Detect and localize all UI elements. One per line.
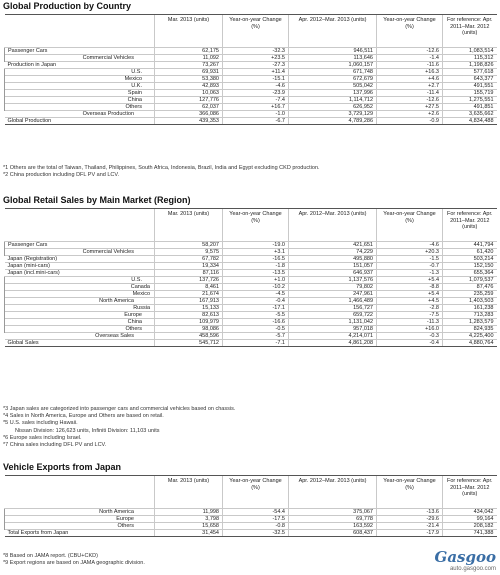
table-cell: -4.6 — [223, 83, 289, 90]
table-cell: -21.4 — [377, 523, 443, 530]
table-cell: 1,060,157 — [289, 62, 377, 69]
table-cell: 113,646 — [289, 55, 377, 62]
row-label: Mexico — [5, 76, 155, 83]
exports-section-title: Vehicle Exports from Japan — [3, 462, 122, 472]
column-header: For reference: Apr. 2011–Mar. 2012 (units) — [443, 15, 497, 48]
table-cell: 11,998 — [155, 509, 223, 516]
column-header: Year-on-year Change (%) — [223, 15, 289, 48]
table-cell: 73,267 — [155, 62, 223, 69]
table-cell: 98,086 — [155, 326, 223, 333]
table-cell: 15,133 — [155, 305, 223, 312]
table-cell: 3,798 — [155, 516, 223, 523]
table-cell: -11.6 — [377, 62, 443, 69]
table-cell: -27.3 — [223, 62, 289, 69]
table-cell: -0.3 — [377, 333, 443, 340]
table-cell: 167,913 — [155, 298, 223, 305]
table-cell: 137,726 — [155, 277, 223, 284]
table-row — [5, 48, 497, 55]
table-cell: 1,083,514 — [443, 48, 497, 55]
column-header: Apr. 2012–Mar. 2013 (units) — [289, 15, 377, 48]
footnote: *3 Japan sales are categorized into passenger cars and commercial vehicles based on chassis. — [3, 406, 236, 412]
table-row — [5, 340, 497, 347]
table-cell: +5.4 — [377, 277, 443, 284]
table-cell: -0.4 — [223, 298, 289, 305]
table-cell: -7.4 — [223, 97, 289, 104]
column-header: Year-on-year Change (%) — [223, 209, 289, 242]
production-table — [4, 14, 497, 125]
table-cell: +27.5 — [377, 104, 443, 111]
table-row — [5, 291, 497, 298]
table-cell: -6.7 — [223, 118, 289, 125]
gasgoo-url: auto.gasgoo.com — [449, 566, 496, 572]
table-cell: 957,018 — [289, 326, 377, 333]
table-cell: 161,238 — [443, 305, 497, 312]
table-cell: +16.7 — [223, 104, 289, 111]
table-row — [5, 55, 497, 62]
table-row — [5, 76, 497, 83]
table-cell: -4.6 — [377, 242, 443, 249]
production-section-title: Global Production by Country — [3, 1, 131, 11]
table-cell: 4,880,764 — [443, 340, 497, 347]
table-cell: -19.0 — [223, 242, 289, 249]
row-label: Mexico — [5, 291, 155, 298]
table-cell: 235,259 — [443, 291, 497, 298]
footnote: *2 China production including DFL PV and LCV. — [3, 172, 120, 179]
table-cell: 441,794 — [443, 242, 497, 249]
table-row — [5, 270, 497, 277]
table-cell: 19,334 — [155, 263, 223, 270]
table-cell: 1,131,042 — [289, 319, 377, 326]
column-header: For reference: Apr. 2011–Mar. 2012 (units) — [443, 476, 497, 509]
table-cell: 9,575 — [155, 249, 223, 256]
table-cell: 439,353 — [155, 118, 223, 125]
table-cell: 155,719 — [443, 90, 497, 97]
table-cell: 434,042 — [443, 509, 497, 516]
table-cell: -4.5 — [223, 291, 289, 298]
table-cell: 672,679 — [289, 76, 377, 83]
footnote: *1 Others are the total of Taiwan, Thailand, Philippines, South Africa, Indonesia, Brazil, India and Egypt excluding CKD production. — [3, 165, 320, 171]
row-label: Production in Japan — [5, 62, 155, 69]
row-label: Spain — [5, 90, 155, 97]
table-row — [5, 312, 497, 319]
table-row — [5, 305, 497, 312]
table-cell: 626,952 — [289, 104, 377, 111]
table-cell: -8.8 — [377, 284, 443, 291]
row-label: Overseas Sales — [5, 333, 155, 340]
column-header: Mar. 2013 (units) — [155, 476, 223, 509]
table-cell: 741,388 — [443, 530, 497, 537]
column-header: Mar. 2013 (units) — [155, 209, 223, 242]
row-label: Europe — [5, 312, 155, 319]
table-row — [5, 333, 497, 340]
table-cell: -7.5 — [377, 312, 443, 319]
table-cell: 1,114,712 — [289, 97, 377, 104]
table-cell: +23.5 — [223, 55, 289, 62]
table-cell: 713,283 — [443, 312, 497, 319]
row-label: U.K. — [5, 83, 155, 90]
row-label: North America — [5, 509, 155, 516]
table-cell: +3.1 — [223, 249, 289, 256]
table-row — [5, 118, 497, 125]
table-cell: -17.5 — [223, 516, 289, 523]
table-cell: +4.5 — [377, 298, 443, 305]
table-cell: -1.5 — [377, 256, 443, 263]
table-cell: -12.6 — [377, 97, 443, 104]
table-cell: 61,420 — [443, 249, 497, 256]
table-header-row — [5, 209, 497, 242]
table-cell: 74,229 — [289, 249, 377, 256]
table-cell: -12.6 — [377, 48, 443, 55]
row-label: Canada — [5, 284, 155, 291]
table-cell: 151,057 — [289, 263, 377, 270]
exports-table — [4, 475, 497, 537]
table-cell: 11,092 — [155, 55, 223, 62]
retail-section-title: Global Retail Sales by Main Market (Region) — [3, 195, 191, 205]
table-row — [5, 256, 497, 263]
table-cell: 69,778 — [289, 516, 377, 523]
table-cell: 115,312 — [443, 55, 497, 62]
table-cell: -0.5 — [223, 326, 289, 333]
table-row — [5, 62, 497, 69]
table-row — [5, 242, 497, 249]
table-cell: 505,042 — [289, 83, 377, 90]
table-cell: 366,086 — [155, 111, 223, 118]
column-header: Year-on-year Change (%) — [377, 209, 443, 242]
footnote: Nissan Division: 126,623 units, Infiniti Division: 11,103 units — [15, 427, 160, 434]
row-label: Passenger Cars — [5, 242, 155, 249]
table-cell: -16.5 — [223, 256, 289, 263]
column-header: Apr. 2012–Mar. 2013 (units) — [289, 476, 377, 509]
table-cell: 375,067 — [289, 509, 377, 516]
table-cell: 1,079,537 — [443, 277, 497, 284]
row-label: China — [5, 319, 155, 326]
table-cell: 495,880 — [289, 256, 377, 263]
table-cell: 109,979 — [155, 319, 223, 326]
row-label: Commercial Vehicles — [5, 249, 155, 256]
table-cell: -10.2 — [223, 284, 289, 291]
table-cell: 8,461 — [155, 284, 223, 291]
table-cell: 3,635,662 — [443, 111, 497, 118]
column-header: Year-on-year Change (%) — [377, 476, 443, 509]
table-cell: 62,037 — [155, 104, 223, 111]
table-row — [5, 83, 497, 90]
table-row — [5, 111, 497, 118]
table-row — [5, 90, 497, 97]
table-cell: 31,454 — [155, 530, 223, 537]
table-cell: 4,861,208 — [289, 340, 377, 347]
table-cell: 491,851 — [443, 104, 497, 111]
table-cell: -17.1 — [223, 305, 289, 312]
gasgoo-logo: Gasgoo — [434, 548, 496, 566]
table-row — [5, 97, 497, 104]
table-cell: 10,063 — [155, 90, 223, 97]
production-notes — [3, 165, 320, 179]
table-cell: 99,164 — [443, 516, 497, 523]
footnote: *5 U.S. sales including Hawaii. — [3, 420, 78, 427]
table-cell: 1,198,826 — [443, 62, 497, 69]
table-cell: 4,789,286 — [289, 118, 377, 125]
table-cell: +16.0 — [377, 326, 443, 333]
row-label: Others — [5, 104, 155, 111]
row-label: U.S. — [5, 69, 155, 76]
table-cell: 1,466,489 — [289, 298, 377, 305]
table-cell: -2.8 — [377, 305, 443, 312]
table-row — [5, 509, 497, 516]
table-row — [5, 530, 497, 537]
table-row — [5, 326, 497, 333]
table-cell: 503,214 — [443, 256, 497, 263]
table-cell: +11.4 — [223, 69, 289, 76]
table-cell: -0.7 — [377, 263, 443, 270]
table-cell: 458,596 — [155, 333, 223, 340]
table-cell: -11.4 — [377, 90, 443, 97]
column-header: Year-on-year Change (%) — [223, 476, 289, 509]
row-label: China — [5, 97, 155, 104]
table-cell: -32.3 — [223, 48, 289, 55]
footnote: *8 Based on JAMA report. (CBU+CKD) — [3, 553, 98, 559]
row-label: Global Sales — [5, 340, 155, 347]
table-cell: 1,403,503 — [443, 298, 497, 305]
table-row — [5, 69, 497, 76]
table-cell: -23.9 — [223, 90, 289, 97]
table-cell: 608,437 — [289, 530, 377, 537]
retail-notes — [3, 406, 235, 449]
table-row — [5, 298, 497, 305]
table-cell: 127,776 — [155, 97, 223, 104]
table-cell: 247,961 — [289, 291, 377, 298]
row-label: Japan (mini-cars) — [5, 263, 155, 270]
column-header: Apr. 2012–Mar. 2013 (units) — [289, 209, 377, 242]
table-cell: 491,551 — [443, 83, 497, 90]
table-cell: +20.3 — [377, 249, 443, 256]
row-label: Japan (Registration) — [5, 256, 155, 263]
row-label: Overseas Production — [5, 111, 155, 118]
table-cell: 1,275,551 — [443, 97, 497, 104]
table-cell: -13.5 — [223, 270, 289, 277]
table-cell: 577,618 — [443, 69, 497, 76]
table-cell: 208,182 — [443, 523, 497, 530]
table-cell: +2.7 — [377, 83, 443, 90]
table-row — [5, 319, 497, 326]
table-cell: 4,214,071 — [289, 333, 377, 340]
table-cell: -17.9 — [377, 530, 443, 537]
table-cell: 4,834,488 — [443, 118, 497, 125]
table-cell: 671,748 — [289, 69, 377, 76]
footnote: *4 Sales in North America, Europe and Others are based on retail. — [3, 413, 164, 420]
table-cell: +4.6 — [377, 76, 443, 83]
row-label: North America — [5, 298, 155, 305]
table-cell: -1.4 — [377, 55, 443, 62]
column-header: For reference: Apr. 2011–Mar. 2012 (units) — [443, 209, 497, 242]
table-cell: 69,931 — [155, 69, 223, 76]
table-cell: -1.0 — [223, 111, 289, 118]
gasgoo-watermark — [435, 548, 496, 572]
row-label: Others — [5, 523, 155, 530]
header-blank-cell — [5, 476, 155, 509]
table-cell: -32.5 — [223, 530, 289, 537]
table-cell: -1.3 — [377, 270, 443, 277]
table-cell: -5.5 — [223, 312, 289, 319]
table-cell: 3,729,129 — [289, 111, 377, 118]
table-cell: 163,592 — [289, 523, 377, 530]
exports-notes — [3, 553, 145, 567]
table-cell: +5.4 — [377, 291, 443, 298]
table-cell: 659,722 — [289, 312, 377, 319]
table-cell: 646,937 — [289, 270, 377, 277]
table-header-row — [5, 15, 497, 48]
table-cell: -0.4 — [377, 340, 443, 347]
table-cell: 643,377 — [443, 76, 497, 83]
table-cell: 946,511 — [289, 48, 377, 55]
table-header-row — [5, 476, 497, 509]
table-cell: 58,207 — [155, 242, 223, 249]
footnote: *6 Europe sales including Israel. — [3, 434, 82, 441]
table-cell: -29.6 — [377, 516, 443, 523]
table-cell: +16.3 — [377, 69, 443, 76]
table-cell: 87,476 — [443, 284, 497, 291]
table-cell: 545,712 — [155, 340, 223, 347]
table-cell: 79,802 — [289, 284, 377, 291]
table-cell: 82,613 — [155, 312, 223, 319]
table-row — [5, 523, 497, 530]
table-cell: 15,658 — [155, 523, 223, 530]
table-cell: -7.1 — [223, 340, 289, 347]
row-label: Global Production — [5, 118, 155, 125]
table-cell: 137,996 — [289, 90, 377, 97]
table-cell: -16.6 — [223, 319, 289, 326]
row-label: Total Exports from Japan — [5, 530, 155, 537]
footnote: *7 China sales including DFL PV and LCV. — [3, 442, 107, 449]
table-cell: 67,782 — [155, 256, 223, 263]
table-cell: 4,225,400 — [443, 333, 497, 340]
table-cell: +2.6 — [377, 111, 443, 118]
table-row — [5, 263, 497, 270]
table-cell: 53,380 — [155, 76, 223, 83]
column-header: Mar. 2013 (units) — [155, 15, 223, 48]
table-cell: -13.6 — [377, 509, 443, 516]
table-cell: -15.1 — [223, 76, 289, 83]
table-cell: 87,116 — [155, 270, 223, 277]
table-row — [5, 284, 497, 291]
row-label: Passenger Cars — [5, 48, 155, 55]
column-header: Year-on-year Change (%) — [377, 15, 443, 48]
row-label: U.S. — [5, 277, 155, 284]
table-cell: 152,150 — [443, 263, 497, 270]
table-cell: -54.4 — [223, 509, 289, 516]
table-cell: 655,364 — [443, 270, 497, 277]
table-cell: 156,727 — [289, 305, 377, 312]
table-cell: -1.8 — [223, 263, 289, 270]
table-cell: 1,137,576 — [289, 277, 377, 284]
table-cell: 824,935 — [443, 326, 497, 333]
table-row — [5, 249, 497, 256]
table-cell: 1,283,579 — [443, 319, 497, 326]
table-cell: 62,175 — [155, 48, 223, 55]
header-blank-cell — [5, 209, 155, 242]
table-row — [5, 104, 497, 111]
row-label: Russia — [5, 305, 155, 312]
retail-table — [4, 208, 497, 347]
table-cell: -0.9 — [377, 118, 443, 125]
row-label: Europe — [5, 516, 155, 523]
table-cell: 42,893 — [155, 83, 223, 90]
table-row — [5, 277, 497, 284]
table-cell: 21,674 — [155, 291, 223, 298]
row-label: Japan (incl.mini-cars) — [5, 270, 155, 277]
header-blank-cell — [5, 15, 155, 48]
row-label: Others — [5, 326, 155, 333]
row-label: Commercial Vehicles — [5, 55, 155, 62]
table-cell: +1.0 — [223, 277, 289, 284]
table-row — [5, 516, 497, 523]
table-cell: -11.3 — [377, 319, 443, 326]
footnote: *9 Export regions are based on JAMA geographic division. — [3, 560, 145, 567]
table-cell: -5.7 — [223, 333, 289, 340]
table-cell: -0.8 — [223, 523, 289, 530]
table-cell: 421,651 — [289, 242, 377, 249]
